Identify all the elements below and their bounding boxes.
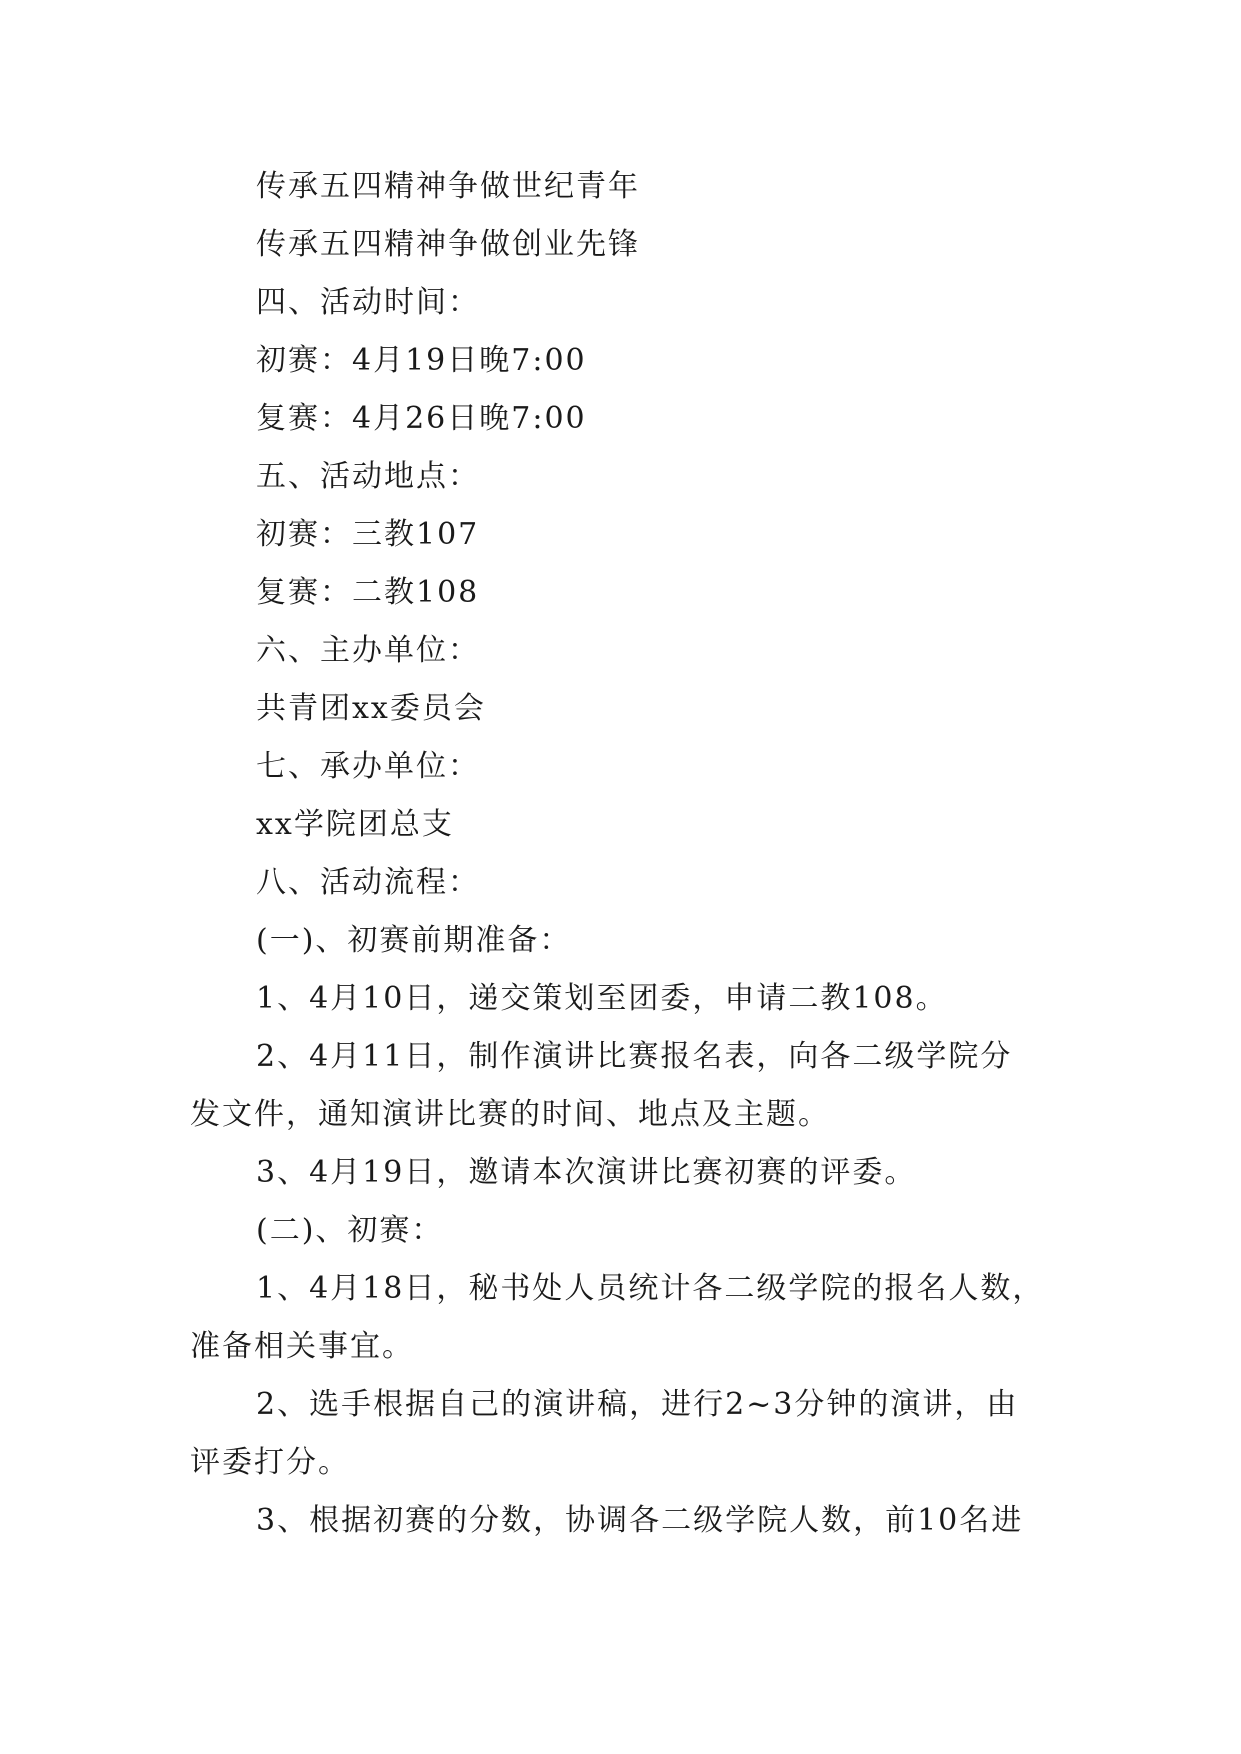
paragraph-line: (一)、初赛前期准备： <box>256 923 572 958</box>
paragraph-line: 五、活动地点： <box>256 459 480 494</box>
paragraph-line: 1、4月10日，递交策划至团委，申请二教108。 <box>256 981 948 1016</box>
paragraph-line: 发文件，通知演讲比赛的时间、地点及主题。 <box>190 1097 830 1132</box>
paragraph-line: 3、根据初赛的分数，协调各二级学院人数，前10名进 <box>256 1503 1024 1538</box>
paragraph-line: 复赛：二教108 <box>256 575 480 610</box>
paragraph-line: 复赛：4月26日晚7:00 <box>256 401 587 436</box>
paragraph-line: 共青团xx委员会 <box>256 691 486 726</box>
paragraph-line: 1、4月18日，秘书处人员统计各二级学院的报名人数， <box>256 1271 1045 1306</box>
paragraph-line: (二)、初赛： <box>256 1213 444 1248</box>
paragraph-line: 八、活动流程： <box>256 865 480 900</box>
paragraph-line: 2、4月11日，制作演讲比赛报名表，向各二级学院分 <box>256 1039 1013 1074</box>
paragraph-line: 评委打分。 <box>190 1445 350 1480</box>
paragraph-line: xx学院团总支 <box>256 807 454 842</box>
paragraph-line: 传承五四精神争做创业先锋 <box>256 227 640 262</box>
paragraph-line: 四、活动时间： <box>256 285 480 320</box>
paragraph-line: 六、主办单位： <box>256 633 480 668</box>
paragraph-line: 七、承办单位： <box>256 749 480 784</box>
paragraph-line: 3、4月19日，邀请本次演讲比赛初赛的评委。 <box>256 1155 917 1190</box>
document-body <box>190 158 1070 1550</box>
paragraph-line: 初赛：4月19日晚7:00 <box>256 343 587 378</box>
paragraph-line: 初赛：三教107 <box>256 517 480 552</box>
paragraph-line: 2、选手根据自己的演讲稿，进行2~3分钟的演讲，由 <box>256 1387 1019 1422</box>
paragraph-line: 传承五四精神争做世纪青年 <box>256 169 640 204</box>
paragraph-line: 准备相关事宜。 <box>190 1329 414 1364</box>
